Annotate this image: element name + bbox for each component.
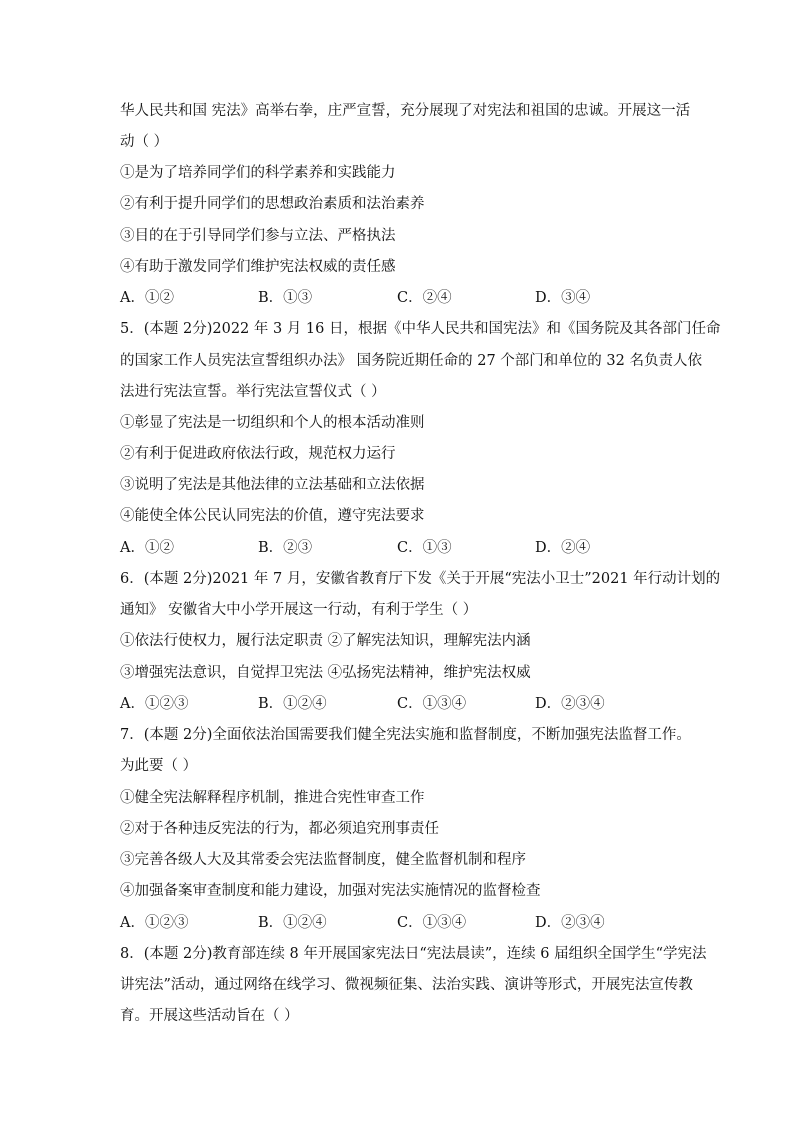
q5-option-c: C．①③: [397, 540, 452, 556]
q4-statement-2: ②有利于提升同学们的思想政治素质和法治素养: [120, 196, 425, 212]
q6-options: [120, 694, 680, 714]
q4-statement-1: ①是为了培养同学们的科学素养和实践能力: [120, 165, 396, 181]
q4-stem-line-2: 动（ ）: [120, 134, 169, 150]
q7-options: [120, 913, 680, 933]
q6-stem-line-2: 通知》 安徽省大中小学开展这一行动，有利于学生（ ）: [120, 602, 478, 618]
q6-option-c: C．①③④: [397, 696, 467, 712]
q6-statements-1-2: ①依法行使权力，履行法定职责 ②了解宪法知识，理解宪法内涵: [120, 633, 531, 649]
q6-stem-line-1: 6．(本题 2分)2021 年 7 月，安徽省教育厅下发《关于开展“宪法小卫士”2021 年行动计划的: [120, 571, 721, 587]
q7-option-d: D．②③④: [535, 915, 605, 931]
q6-option-b: B．①②④: [258, 696, 327, 712]
q7-option-a: A．①②③: [120, 915, 189, 931]
q7-statement-4: ④加强备案审查制度和能力建设，加强对宪法实施情况的监督检查: [120, 883, 541, 899]
q6-option-d: D．②③④: [535, 696, 605, 712]
q5-statement-2: ②有利于促进政府依法行政，规范权力运行: [120, 446, 396, 462]
q5-option-b: B．②③: [258, 540, 313, 556]
q7-statement-3: ③完善各级人大及其常委会宪法监督制度，健全监督机制和程序: [120, 852, 526, 868]
q5-stem-line-2: 的国家工作人员宪法宣誓组织办法》 国务院近期任命的 27 个部门和单位的 32 名负责人依: [120, 353, 702, 369]
q5-statement-3: ③说明了宪法是其他法律的立法基础和立法依据: [120, 477, 425, 493]
q5-option-a: A．①②: [120, 540, 174, 556]
q7-option-c: C．①③④: [397, 915, 467, 931]
q7-statement-2: ②对于各种违反宪法的行为，都必须追究刑事责任: [120, 821, 439, 837]
q4-statement-3: ③目的在于引导同学们参与立法、严格执法: [120, 228, 396, 244]
q5-stem-line-1: 5．(本题 2分)2022 年 3 月 16 日，根据《中华人民共和国宪法》和《国务院及其各部门任命: [120, 321, 721, 337]
q4-stem-line-1: 华人民共和国 宪法》高举右拳，庄严宣誓，充分展现了对宪法和祖国的忠诚。开展这一活: [120, 103, 691, 119]
q8-stem-line-1: 8．(本题 2分)教育部连续 8 年开展国家宪法日“宪法晨读”，连续 6 届组织全国学生“学宪法: [120, 946, 707, 962]
q5-options: [120, 538, 680, 558]
q4-option-a: A．①②: [120, 290, 174, 306]
q8-stem-line-2: 讲宪法”活动，通过网络在线学习、微视频征集、法治实践、演讲等形式，开展宪法宣传教: [120, 977, 693, 993]
q5-statement-1: ①彰显了宪法是一切组织和个人的根本活动准则: [120, 415, 425, 431]
q4-option-d: D．③④: [535, 290, 591, 306]
q7-option-b: B．①②④: [258, 915, 327, 931]
q4-option-b: B．①③: [258, 290, 313, 306]
q5-stem-line-3: 法进行宪法宣誓。举行宪法宣誓仪式（ ）: [120, 384, 386, 400]
q7-stem-line-2: 为此要（ ）: [120, 758, 198, 774]
q6-statements-3-4: ③增强宪法意识，自觉捍卫宪法 ④弘扬宪法精神，维护宪法权威: [120, 665, 531, 681]
q7-stem-line-1: 7．(本题 2分)全面依法治国需要我们健全宪法实施和监督制度，不断加强宪法监督工作。: [120, 727, 691, 743]
q7-statement-1: ①健全宪法解释程序机制，推进合宪性审查工作: [120, 790, 425, 806]
q5-statement-4: ④能使全体公民认同宪法的价值，遵守宪法要求: [120, 508, 425, 524]
q4-options: [120, 288, 680, 308]
q8-stem-line-3: 育。开展这些活动旨在（ ）: [120, 1008, 299, 1024]
q5-option-d: D．②④: [535, 540, 591, 556]
q4-statement-4: ④有助于激发同学们维护宪法权威的责任感: [120, 259, 396, 275]
q4-option-c: C．②④: [397, 290, 452, 306]
q6-option-a: A．①②③: [120, 696, 189, 712]
